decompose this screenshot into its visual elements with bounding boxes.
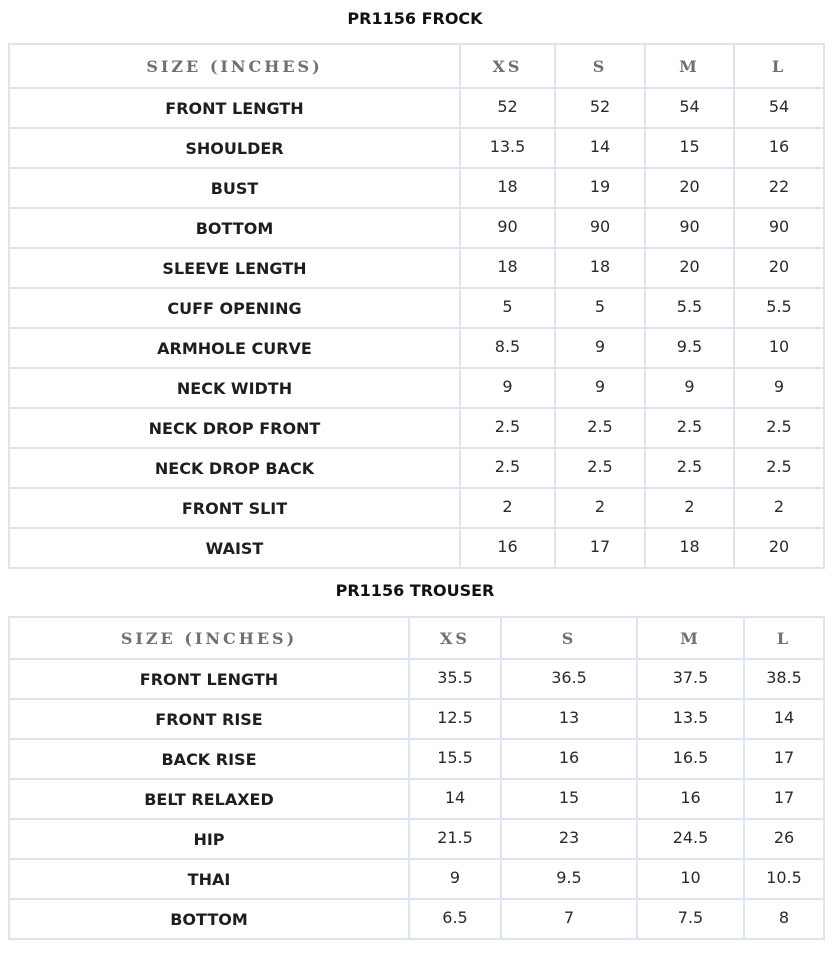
trouser-cell-m: 37.5: [637, 659, 744, 699]
trouser-cell-s: 16: [501, 739, 637, 779]
trouser-cell-s: 9.5: [501, 859, 637, 899]
frock-row-armhole-curve: [9, 328, 824, 368]
frock-cell-xs: 2.5: [460, 408, 555, 448]
frock-cell-m: 9.5: [645, 328, 734, 368]
frock-row-neck-drop-front: [9, 408, 824, 448]
frock-cell-l: 10: [734, 328, 824, 368]
frock-cell-xs: 2: [460, 488, 555, 528]
trouser-cell-xs: 6.5: [409, 899, 501, 939]
trouser-row-belt-relaxed: [9, 779, 824, 819]
frock-cell-m: 2.5: [645, 448, 734, 488]
trouser-row-label: HIP: [9, 819, 409, 859]
trouser-row-thai: [9, 859, 824, 899]
frock-cell-s: 2: [555, 488, 645, 528]
trouser-header-size-m: M: [637, 617, 744, 659]
frock-row-shoulder: [9, 128, 824, 168]
frock-cell-s: 17: [555, 528, 645, 568]
frock-row-label: WAIST: [9, 528, 460, 568]
trouser-cell-l: 38.5: [744, 659, 824, 699]
frock-row-cuff-opening: [9, 288, 824, 328]
frock-cell-l: 20: [734, 248, 824, 288]
trouser-cell-xs: 12.5: [409, 699, 501, 739]
frock-cell-m: 9: [645, 368, 734, 408]
frock-cell-l: 20: [734, 528, 824, 568]
frock-row-label: ARMHOLE CURVE: [9, 328, 460, 368]
trouser-cell-m: 7.5: [637, 899, 744, 939]
frock-cell-xs: 18: [460, 248, 555, 288]
trouser-row-label: BELT RELAXED: [9, 779, 409, 819]
frock-row-waist: [9, 528, 824, 568]
frock-header-size-l: L: [734, 44, 824, 88]
frock-cell-l: 2.5: [734, 408, 824, 448]
frock-row-label: NECK DROP FRONT: [9, 408, 460, 448]
trouser-row-label: FRONT LENGTH: [9, 659, 409, 699]
frock-cell-l: 5.5: [734, 288, 824, 328]
frock-cell-s: 90: [555, 208, 645, 248]
trouser-cell-m: 10: [637, 859, 744, 899]
trouser-cell-m: 16: [637, 779, 744, 819]
trouser-cell-l: 17: [744, 739, 824, 779]
frock-size-table: [8, 43, 825, 569]
trouser-header-row: [9, 617, 824, 659]
trouser-cell-l: 26: [744, 819, 824, 859]
frock-cell-s: 9: [555, 368, 645, 408]
frock-row-sleeve-length: [9, 248, 824, 288]
trouser-row-back-rise: [9, 739, 824, 779]
frock-cell-m: 54: [645, 88, 734, 128]
frock-row-label: FRONT LENGTH: [9, 88, 460, 128]
trouser-cell-xs: 35.5: [409, 659, 501, 699]
frock-row-neck-width: [9, 368, 824, 408]
frock-row-bottom: [9, 208, 824, 248]
frock-header-size-m: M: [645, 44, 734, 88]
frock-cell-xs: 8.5: [460, 328, 555, 368]
trouser-header-size-l: L: [744, 617, 824, 659]
frock-cell-xs: 2.5: [460, 448, 555, 488]
frock-cell-xs: 5: [460, 288, 555, 328]
frock-cell-xs: 16: [460, 528, 555, 568]
frock-cell-s: 52: [555, 88, 645, 128]
frock-cell-xs: 90: [460, 208, 555, 248]
trouser-row-front-length: [9, 659, 824, 699]
frock-row-label: NECK WIDTH: [9, 368, 460, 408]
frock-row-label: BOTTOM: [9, 208, 460, 248]
frock-row-front-slit: [9, 488, 824, 528]
frock-header-row: [9, 44, 824, 88]
frock-cell-l: 2.5: [734, 448, 824, 488]
trouser-cell-xs: 15.5: [409, 739, 501, 779]
frock-cell-s: 19: [555, 168, 645, 208]
trouser-size-table: [8, 616, 825, 940]
frock-cell-l: 16: [734, 128, 824, 168]
trouser-cell-s: 36.5: [501, 659, 637, 699]
frock-cell-s: 2.5: [555, 408, 645, 448]
frock-cell-s: 2.5: [555, 448, 645, 488]
frock-cell-l: 22: [734, 168, 824, 208]
frock-row-label: CUFF OPENING: [9, 288, 460, 328]
trouser-title: PR1156 TROUSER: [335, 581, 495, 600]
trouser-cell-l: 14: [744, 699, 824, 739]
frock-header-size-xs: XS: [460, 44, 555, 88]
trouser-row-front-rise: [9, 699, 824, 739]
frock-cell-s: 18: [555, 248, 645, 288]
trouser-cell-s: 15: [501, 779, 637, 819]
frock-row-label: NECK DROP BACK: [9, 448, 460, 488]
frock-header-size-s: S: [555, 44, 645, 88]
frock-row-label: SLEEVE LENGTH: [9, 248, 460, 288]
trouser-cell-m: 13.5: [637, 699, 744, 739]
frock-cell-xs: 9: [460, 368, 555, 408]
frock-cell-s: 14: [555, 128, 645, 168]
frock-cell-m: 2.5: [645, 408, 734, 448]
trouser-cell-l: 8: [744, 899, 824, 939]
frock-cell-m: 18: [645, 528, 734, 568]
frock-title: PR1156 FROCK: [347, 9, 483, 28]
frock-row-label: SHOULDER: [9, 128, 460, 168]
frock-cell-m: 90: [645, 208, 734, 248]
frock-cell-s: 9: [555, 328, 645, 368]
trouser-cell-s: 7: [501, 899, 637, 939]
frock-row-label: FRONT SLIT: [9, 488, 460, 528]
trouser-row-label: BACK RISE: [9, 739, 409, 779]
trouser-cell-l: 17: [744, 779, 824, 819]
frock-row-bust: [9, 168, 824, 208]
frock-cell-l: 2: [734, 488, 824, 528]
frock-cell-s: 5: [555, 288, 645, 328]
trouser-cell-xs: 21.5: [409, 819, 501, 859]
frock-cell-l: 54: [734, 88, 824, 128]
frock-cell-xs: 52: [460, 88, 555, 128]
trouser-cell-m: 24.5: [637, 819, 744, 859]
trouser-row-label: THAI: [9, 859, 409, 899]
trouser-cell-s: 13: [501, 699, 637, 739]
frock-cell-xs: 13.5: [460, 128, 555, 168]
trouser-cell-l: 10.5: [744, 859, 824, 899]
frock-cell-m: 5.5: [645, 288, 734, 328]
frock-cell-xs: 18: [460, 168, 555, 208]
frock-cell-m: 20: [645, 248, 734, 288]
frock-row-front-length: [9, 88, 824, 128]
frock-row-neck-drop-back: [9, 448, 824, 488]
frock-cell-l: 90: [734, 208, 824, 248]
trouser-row-label: BOTTOM: [9, 899, 409, 939]
trouser-cell-s: 23: [501, 819, 637, 859]
trouser-row-bottom: [9, 899, 824, 939]
frock-row-label: BUST: [9, 168, 460, 208]
trouser-cell-xs: 9: [409, 859, 501, 899]
frock-cell-m: 2: [645, 488, 734, 528]
trouser-header-size-label: SIZE (INCHES): [9, 617, 409, 659]
frock-cell-m: 15: [645, 128, 734, 168]
frock-header-size-label: SIZE (INCHES): [9, 44, 460, 88]
trouser-cell-xs: 14: [409, 779, 501, 819]
trouser-header-size-s: S: [501, 617, 637, 659]
trouser-header-size-xs: XS: [409, 617, 501, 659]
frock-cell-m: 20: [645, 168, 734, 208]
frock-cell-l: 9: [734, 368, 824, 408]
trouser-row-label: FRONT RISE: [9, 699, 409, 739]
trouser-cell-m: 16.5: [637, 739, 744, 779]
trouser-row-hip: [9, 819, 824, 859]
